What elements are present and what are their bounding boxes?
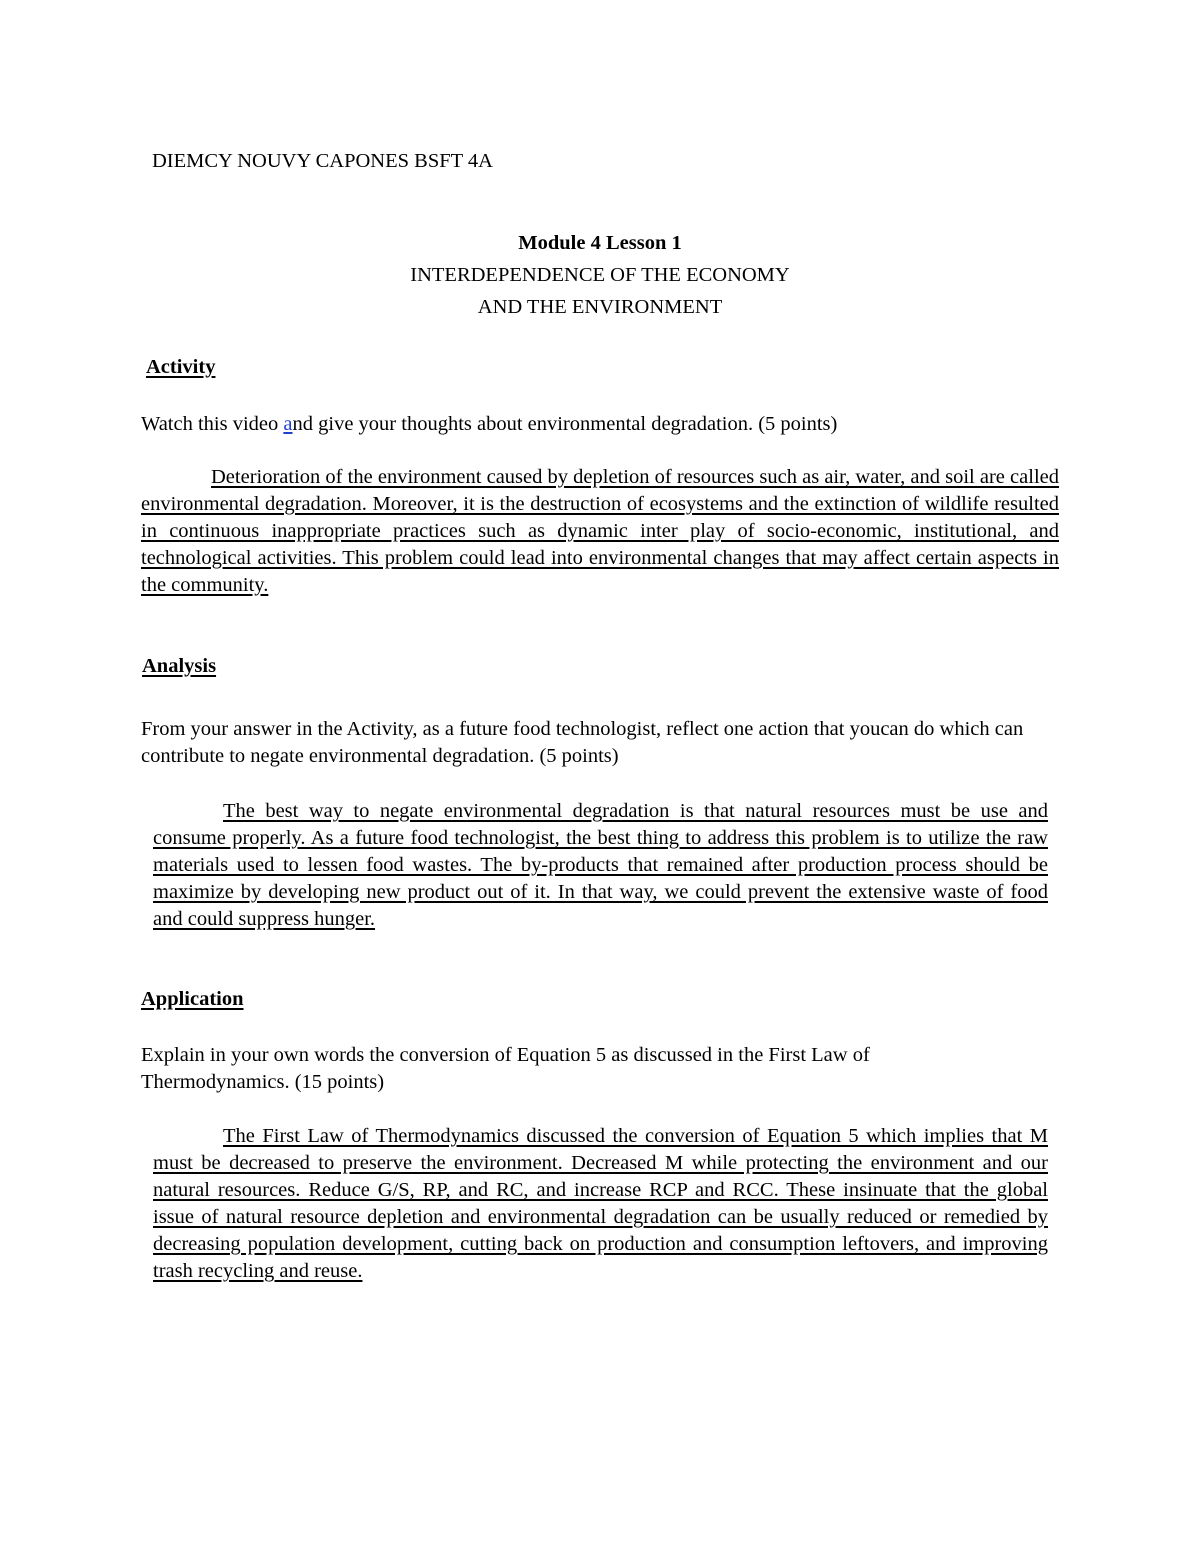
application-prompt: Explain in your own words the conversion of Equation 5 as discussed in the First Law of Thermodynamics. (15 points) (141, 1044, 870, 1093)
analysis-answer: The best way to negate environmental degradation is that natural resources must be use and consume properly. As a future food technologist, the best thing to address this problem is to utilize the raw materials used to lessen food wastes. The by-products that remained after production process should be maximize by developing new product out of it. In that way, we could prevent the extensive waste of food and could suppress hunger. (153, 800, 1048, 930)
video-link[interactable]: a (283, 413, 293, 435)
activity-answer: Deterioration of the environment caused by depletion of resources such as air, water, and soil are called environmental degradation. Moreover, it is the destruction of ecosystems and the extinction of wildlife resulted in continuous inappropriate practices such as dynamic inter play of socio-economic, institutional, and technological activities. This problem could lead into environmental changes that may affect certain aspects in the community. (141, 466, 1059, 596)
application-answer: The First Law of Thermodynamics discussed the conversion of Equation 5 which implies that M must be decreased to preserve the environment. Decreased M while protecting the environment and our natural resources. Reduce G/S, RP, and RC, and increase RCP and RCC. These insinuate that the global issue of natural resource depletion and environmental degradation can be usually reduced or remedied by decreasing population development, cutting back on production and consumption leftovers, and improving trash recycling and reuse. (153, 1125, 1048, 1282)
application-heading: Application (141, 988, 244, 1010)
lesson-title-line-2: AND THE ENVIRONMENT (477, 296, 723, 318)
activity-heading: Activity (146, 356, 216, 378)
analysis-heading: Analysis (142, 655, 217, 677)
module-title: Module 4 Lesson 1 (518, 232, 682, 254)
lesson-title-line-1: INTERDEPENDENCE OF THE ECONOMY (410, 264, 790, 286)
author-line: DIEMCY NOUVY CAPONES BSFT 4A (152, 150, 493, 172)
activity-prompt-start: Watch this video (141, 413, 284, 435)
analysis-prompt: From your answer in the Activity, as a future food technologist, reflect one action that youcan do which can contribute to negate environmental degradation. (5 points) (141, 718, 1024, 767)
activity-prompt (141, 411, 1061, 438)
activity-prompt-end: nd give your thoughts about environmental degradation. (5 points) (292, 413, 838, 435)
